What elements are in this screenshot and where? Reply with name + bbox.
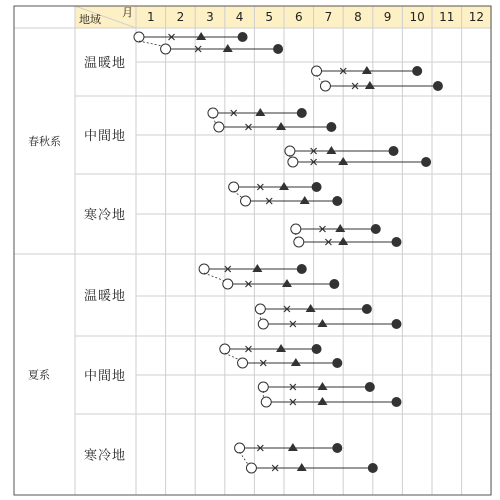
month-header-5: 5 [265, 10, 274, 24]
harvest-dot-icon [312, 344, 322, 354]
sowing-circle-icon [235, 443, 245, 453]
sowing-circle-icon [238, 358, 248, 368]
sowing-circle-icon [223, 279, 233, 289]
timelines [134, 32, 443, 473]
region-label: 中間地 [84, 129, 127, 144]
triangle-icon [338, 237, 348, 245]
schedule-row [139, 41, 283, 54]
sowing-circle-icon [241, 196, 251, 206]
month-header-4: 4 [235, 10, 244, 24]
harvest-dot-icon [433, 81, 443, 91]
harvest-dot-icon [273, 44, 283, 54]
grid [14, 6, 491, 495]
sowing-circle-icon [261, 397, 271, 407]
schedule-row [134, 32, 248, 42]
triangle-icon [291, 358, 301, 366]
region-label: 温暖地 [84, 289, 127, 304]
triangle-icon [362, 66, 372, 74]
month-header-11: 11 [439, 10, 455, 24]
triangle-icon [297, 463, 307, 471]
triangle-icon [317, 319, 327, 327]
triangle-icon [252, 264, 262, 272]
sowing-circle-icon [220, 344, 230, 354]
harvest-dot-icon [391, 237, 401, 247]
sowing-circle-icon [294, 237, 304, 247]
month-header-2: 2 [176, 10, 185, 24]
triangle-icon [279, 182, 289, 190]
triangle-icon [288, 443, 298, 451]
month-header-12: 12 [468, 10, 485, 24]
sowing-circle-icon [285, 146, 295, 156]
month-header-9: 9 [383, 10, 392, 24]
link-dashed [234, 191, 243, 198]
region-label: 温暖地 [84, 56, 127, 71]
link-dashed [225, 353, 240, 360]
harvest-dot-icon [238, 32, 248, 42]
schedule-row [294, 233, 402, 247]
region-label: 中間地 [84, 369, 127, 384]
sowing-circle-icon [320, 81, 330, 91]
harvest-dot-icon [389, 146, 399, 156]
triangle-icon [223, 44, 233, 52]
schedule-row [240, 452, 378, 473]
harvest-dot-icon [297, 264, 307, 274]
schedule-row [199, 264, 307, 274]
sowing-circle-icon [229, 182, 239, 192]
triangle-icon [317, 397, 327, 405]
link-dashed [204, 273, 225, 281]
schedule-row [288, 155, 431, 167]
harvest-dot-icon [297, 108, 307, 118]
triangle-icon [365, 81, 375, 89]
triangle-icon [196, 32, 206, 40]
triangle-icon [255, 108, 265, 116]
schedule-row [234, 191, 343, 206]
triangle-icon [326, 146, 336, 154]
region-label: 寒冷地 [84, 448, 127, 464]
region-labels [84, 55, 126, 464]
harvest-dot-icon [365, 382, 375, 392]
sowing-circle-icon [291, 224, 301, 234]
schedule-row [261, 391, 401, 407]
schedule-row [317, 75, 443, 91]
month-header-6: 6 [294, 10, 303, 24]
schedule-row [235, 443, 343, 453]
link-dashed [240, 452, 249, 465]
harvest-dot-icon [391, 397, 401, 407]
harvest-dot-icon [326, 122, 336, 132]
link-dashed [139, 41, 163, 46]
schedule-row [258, 382, 375, 392]
schedule-row [213, 117, 336, 132]
harvest-dot-icon [368, 463, 378, 473]
triangle-icon [338, 157, 348, 165]
schedule-row [285, 146, 399, 156]
month-header-8: 8 [354, 10, 362, 24]
schedule-row [208, 108, 307, 118]
region-label: 寒冷地 [84, 208, 127, 223]
group-labels [28, 134, 61, 382]
schedule-row [291, 224, 381, 234]
harvest-dot-icon [391, 319, 401, 329]
sowing-circle-icon [258, 319, 268, 329]
sowing-circle-icon [199, 264, 209, 274]
triangle-icon [335, 224, 345, 232]
month-header-1: 1 [146, 10, 155, 24]
sowing-circle-icon [258, 382, 268, 392]
group-label: 夏系 [28, 368, 50, 382]
harvest-dot-icon [332, 196, 342, 206]
sowing-circle-icon [134, 32, 144, 42]
month-header-3: 3 [206, 10, 214, 24]
harvest-dot-icon [332, 443, 342, 453]
header-region-label: 地域 [79, 13, 101, 26]
month-header-10: 10 [409, 10, 425, 24]
sowing-circle-icon [255, 304, 265, 314]
sowing-circle-icon [161, 44, 171, 54]
schedule-row [258, 313, 401, 329]
link-dashed [317, 75, 323, 83]
sowing-circle-icon [246, 463, 256, 473]
sowing-circle-icon [208, 108, 218, 118]
month-header-7: 7 [324, 10, 333, 24]
sowing-circle-icon [214, 122, 224, 132]
triangle-icon [300, 196, 310, 204]
header-month-label: 月 [122, 6, 133, 19]
harvest-dot-icon [412, 66, 422, 76]
table-frame [14, 6, 491, 495]
sowing-circle-icon [312, 66, 322, 76]
triangle-icon [282, 279, 292, 287]
triangle-icon [317, 382, 327, 390]
schedule-row [312, 66, 423, 76]
triangle-icon [276, 344, 286, 352]
schedule-row [220, 344, 322, 354]
harvest-dot-icon [362, 304, 372, 314]
triangle-icon [276, 122, 286, 130]
schedule-row [229, 182, 322, 192]
harvest-dot-icon [329, 279, 339, 289]
sowing-circle-icon [288, 157, 298, 167]
harvest-dot-icon [371, 224, 381, 234]
header-band [75, 6, 491, 28]
harvest-dot-icon [332, 358, 342, 368]
triangle-icon [306, 304, 316, 312]
harvest-dot-icon [312, 182, 322, 192]
harvest-dot-icon [421, 157, 431, 167]
group-label: 春秋系 [28, 135, 61, 148]
